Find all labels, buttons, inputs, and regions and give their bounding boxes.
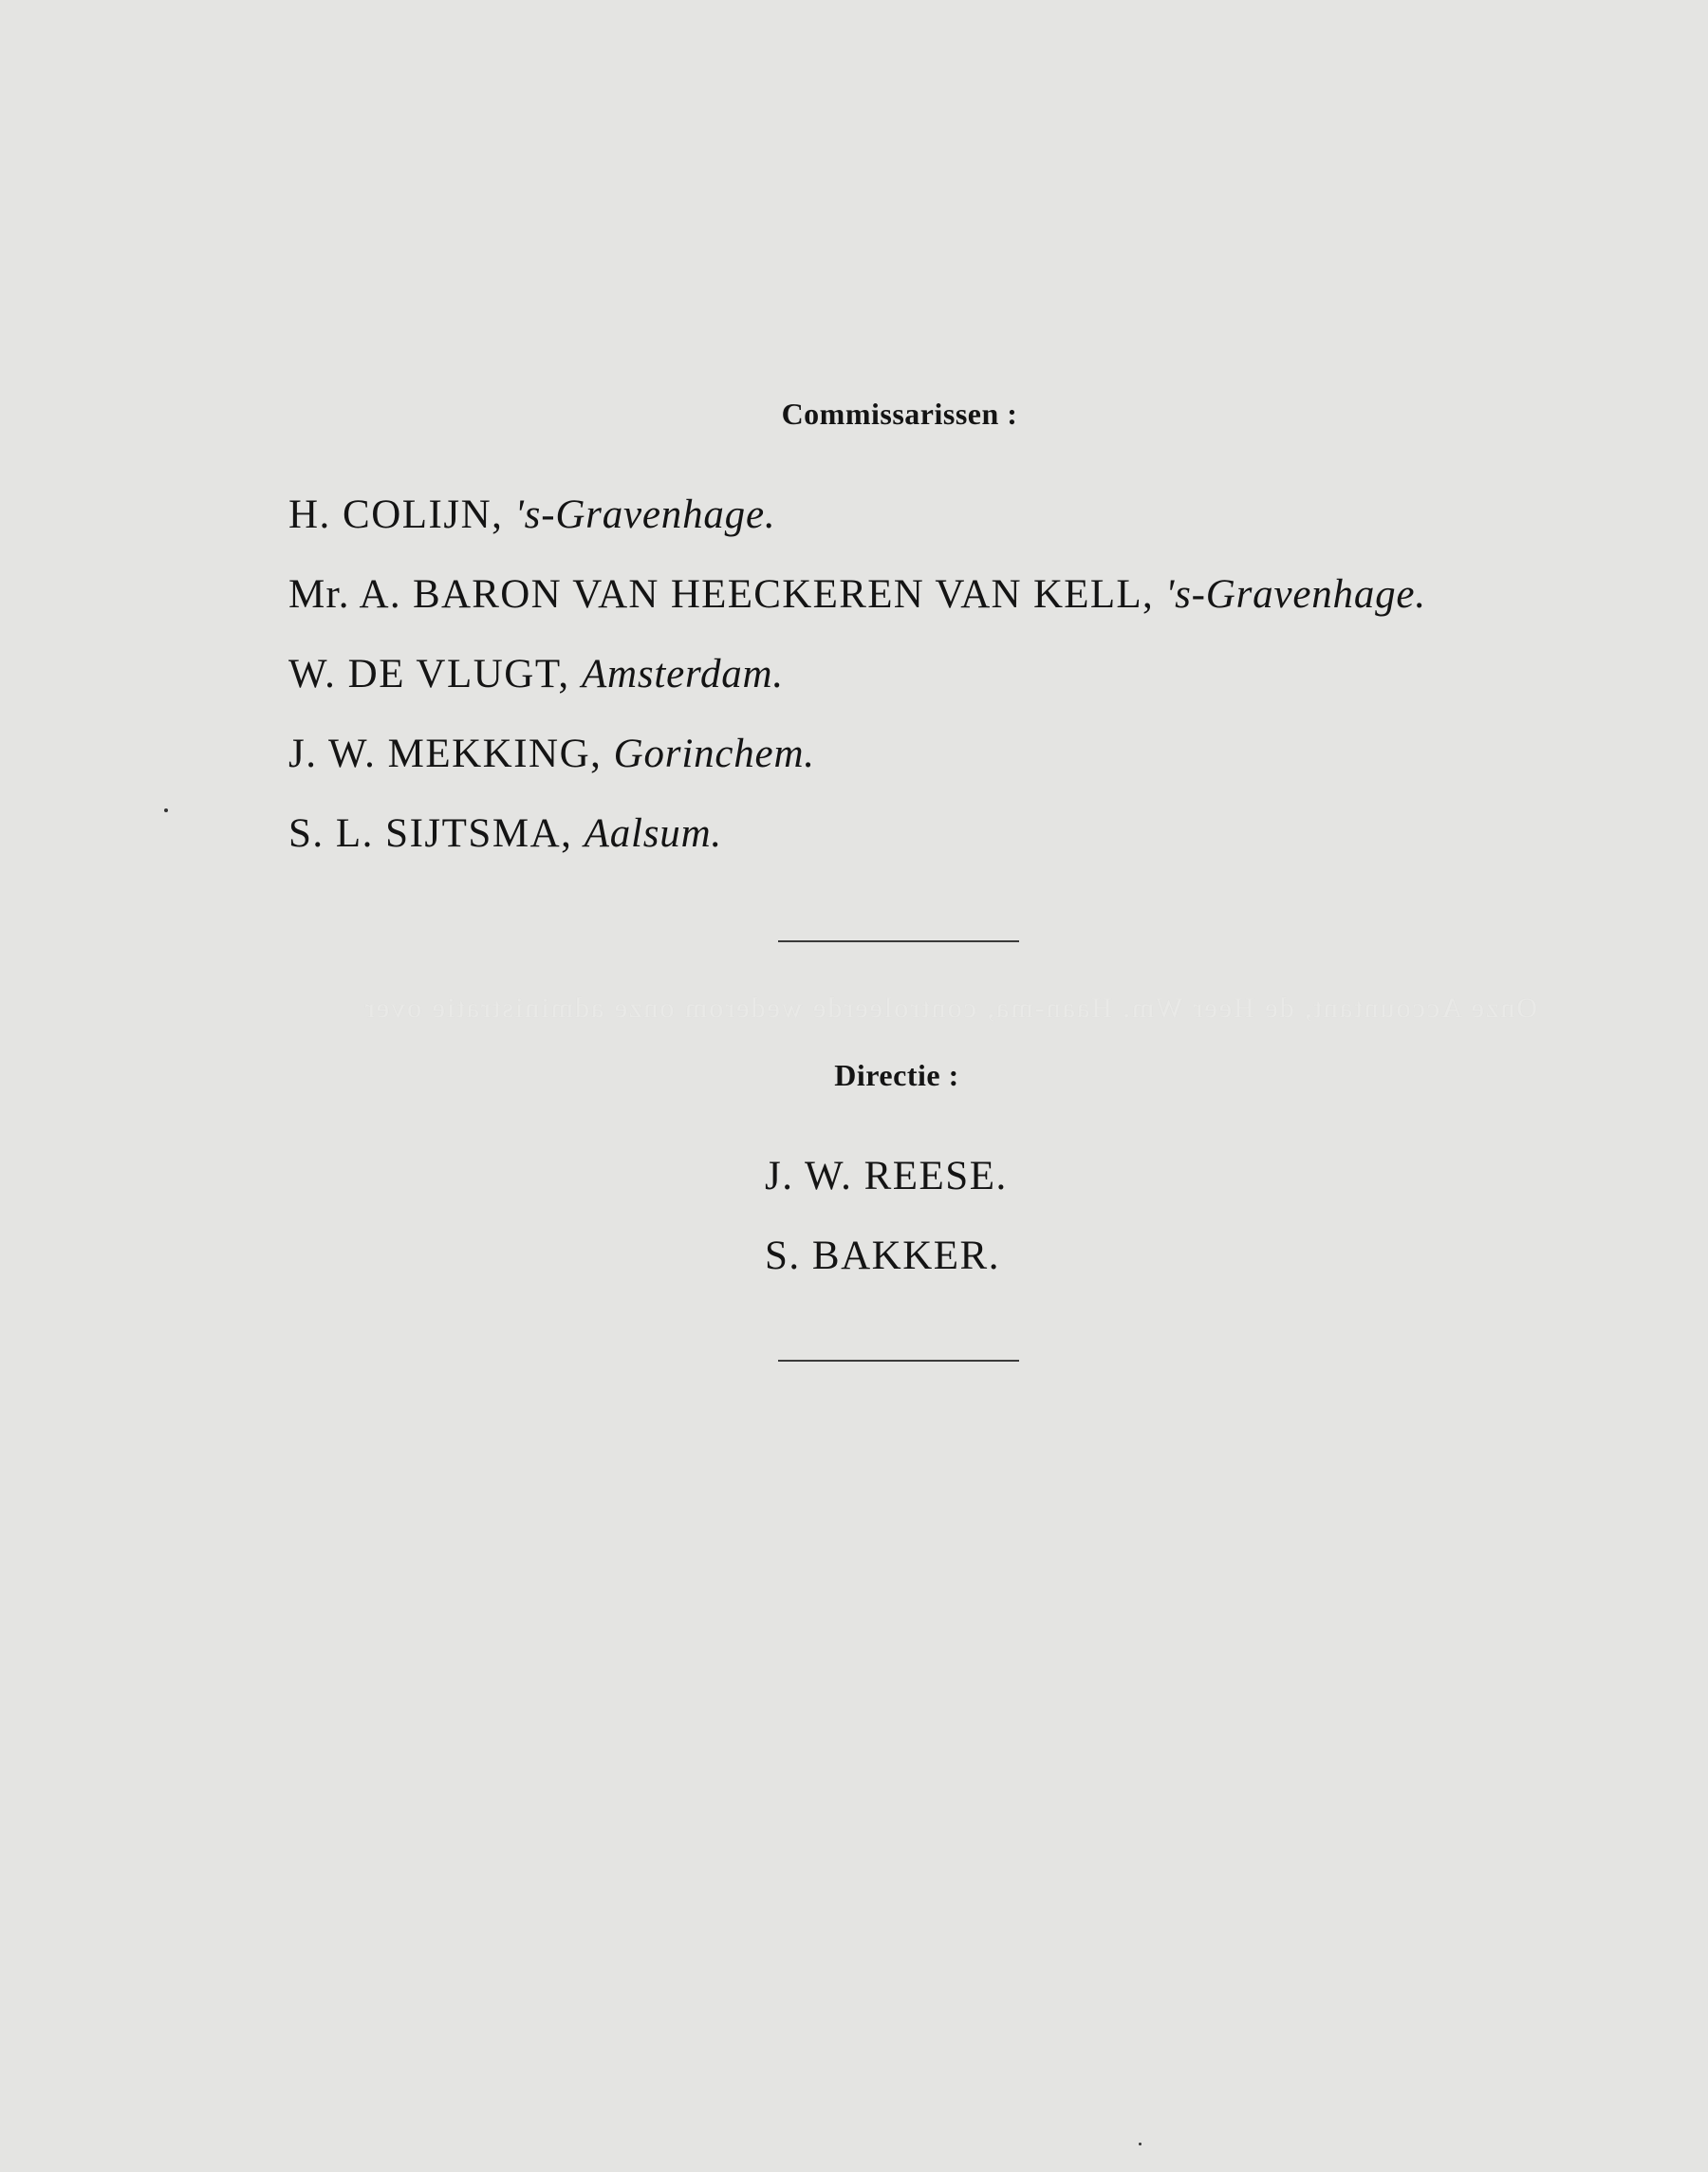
member-name: W. DE VLUGT, (288, 652, 570, 696)
member-name: H. COLIJN, (288, 492, 504, 537)
paper-speck (1139, 2143, 1142, 2145)
section-divider (778, 940, 1019, 942)
commissarissen-heading: Commissarissen : (781, 397, 1018, 431)
commissaris-entry (288, 574, 1426, 615)
member-name: S. L. SIJTSMA, (288, 811, 573, 856)
member-name: Mr. A. BARON VAN HEECKEREN VAN KELL, (288, 572, 1155, 617)
member-name: S. BAKKER. (765, 1234, 1000, 1278)
directie-entry (765, 1235, 1000, 1276)
commissaris-entry (288, 654, 784, 695)
directie-entry (765, 1156, 1008, 1197)
member-place: 's-Gravenhage. (514, 492, 776, 537)
commissaris-entry (288, 494, 775, 535)
directie-heading: Directie : (834, 1058, 959, 1092)
commissaris-entry (288, 813, 722, 854)
commissaris-entry (288, 733, 815, 774)
show-through-text: Onze Accountant, de Heer Wm. Haan-ma, controleerde wederom onze administratie over (362, 993, 1537, 1024)
member-name: J. W. MEKKING, (288, 732, 603, 776)
member-name: J. W. REESE. (765, 1154, 1008, 1198)
paper-speck (164, 808, 168, 812)
member-place: 's-Gravenhage. (1165, 572, 1426, 617)
member-place: Amsterdam. (581, 652, 784, 696)
member-place: Gorinchem. (613, 732, 815, 776)
member-place: Aalsum. (584, 811, 722, 856)
section-divider (778, 1360, 1019, 1362)
